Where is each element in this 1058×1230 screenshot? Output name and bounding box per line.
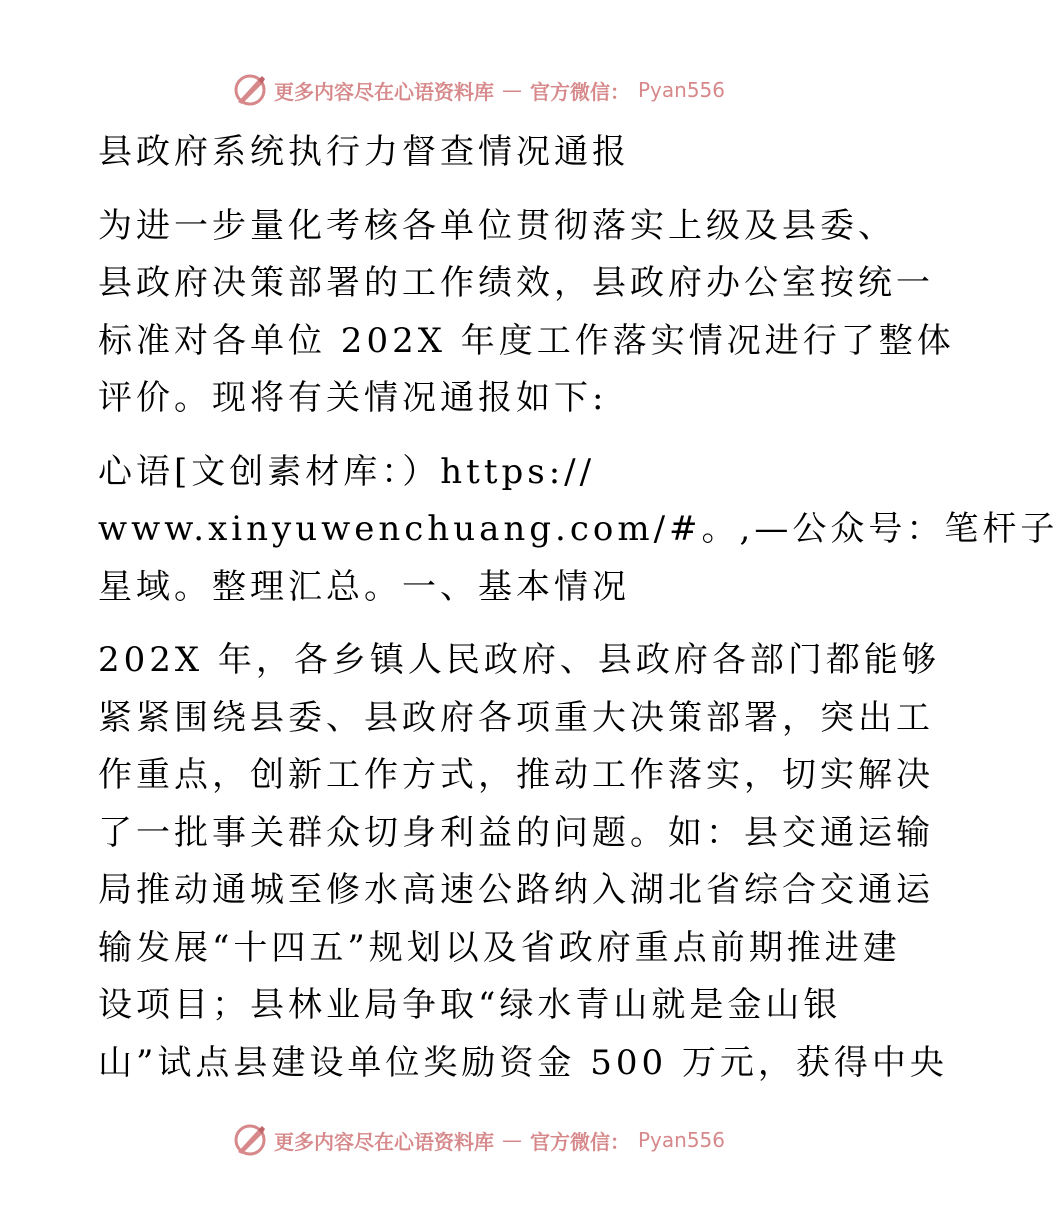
text-line: 评价。现将有关情况通报如下:: [98, 378, 608, 418]
text-line: 输发展“十四五”规划以及省政府重点前期推进建: [98, 927, 901, 968]
text-line: 心语[文创素材库：）https://: [98, 451, 596, 492]
document-body: [98, 118, 1058, 1092]
footer-banner: [232, 1120, 725, 1160]
pen-logo-icon: [232, 72, 268, 108]
banner-official-label: 官方微信：: [530, 1129, 630, 1154]
banner-wechat-id: Pyan556: [638, 1128, 726, 1152]
pen-logo-icon: [232, 1122, 268, 1158]
text-line: www.xinyuwenchuang.com/#。,—公众号：笔杆子: [98, 509, 1058, 549]
header-banner: [232, 70, 725, 110]
text-line: 山”试点县建设单位奖励资金 500 万元，获得中央: [98, 1042, 948, 1083]
text-line: 202X 年，各乡镇人民政府、县政府各部门都能够: [98, 640, 940, 680]
paragraph-source: [98, 444, 1058, 617]
banner-wechat-id: Pyan556: [638, 78, 726, 102]
banner-official-label: 官方微信：: [530, 79, 630, 104]
document-title: 县政府系统执行力督查情况通报: [98, 132, 630, 172]
text-line: 设项目；县林业局争取“绿水青山就是金山银: [98, 985, 842, 1025]
text-line: 星域。整理汇总。一、基本情况: [98, 566, 630, 607]
banner-separator: —: [502, 1128, 522, 1152]
paragraph-basic-situation: [98, 632, 948, 1092]
text-line: 县政府决策部署的工作绩效，县政府办公室按统一: [98, 263, 934, 303]
banner-text: 更多内容尽在心语资料库: [274, 1129, 494, 1154]
text-line: 局推动通城至修水高速公路纳入湖北省综合交通运: [98, 870, 934, 910]
banner-separator: —: [502, 78, 522, 102]
text-line: 紧紧围绕县委、县政府各项重大决策部署，突出工: [98, 697, 934, 738]
text-line: 为进一步量化考核各单位贯彻落实上级及县委、: [98, 205, 896, 246]
text-line: 作重点，创新工作方式，推动工作落实，切实解决: [98, 755, 934, 795]
banner-text: 更多内容尽在心语资料库: [274, 79, 494, 104]
text-line: 了一批事关群众切身利益的问题。如：县交通运输: [98, 812, 934, 853]
paragraph-intro: [98, 198, 955, 428]
text-line: 标准对各单位 202X 年度工作落实情况进行了整体: [98, 320, 955, 361]
